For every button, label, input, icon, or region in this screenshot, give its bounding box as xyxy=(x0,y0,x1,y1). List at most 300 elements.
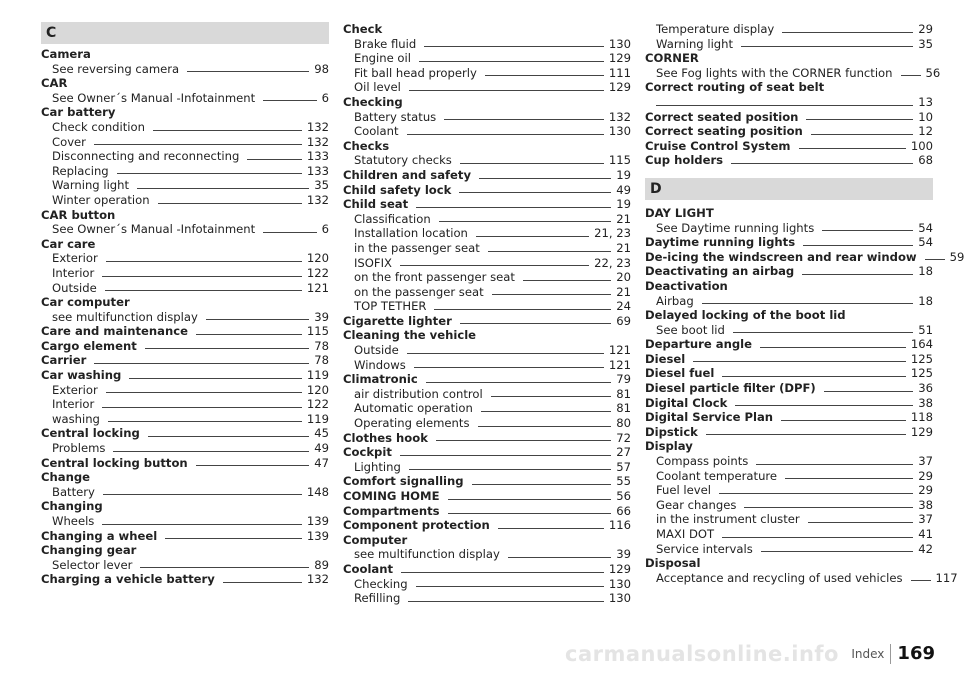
entry-label: see multifunction display xyxy=(354,547,500,562)
entry-label: Cargo element xyxy=(41,338,137,353)
page-reference: 21 xyxy=(616,284,631,299)
entry-label: Correct seating position xyxy=(645,124,803,139)
leader-line xyxy=(448,499,612,500)
leader-line xyxy=(416,207,611,208)
index-subentry xyxy=(645,570,958,586)
page-reference: 19 xyxy=(616,197,631,212)
entry-label: See Daytime running lights xyxy=(656,220,815,235)
entry-label: Problems xyxy=(52,441,106,456)
index-entry xyxy=(41,368,329,383)
leader-line xyxy=(407,353,604,354)
index-entry xyxy=(645,337,933,352)
page-reference: 133 xyxy=(306,163,329,178)
index-topic: Correct routing of seat belt xyxy=(645,80,825,95)
entry-label: Fuel level xyxy=(656,483,711,498)
entry-label: Wheels xyxy=(52,514,95,528)
leader-line xyxy=(223,582,302,583)
leader-line xyxy=(102,524,302,525)
entry-label: Component protection xyxy=(343,518,490,533)
leader-line xyxy=(803,245,913,246)
index-entry xyxy=(343,518,631,533)
page-reference: 164 xyxy=(910,337,933,352)
page-footer xyxy=(851,644,935,664)
entry-label: Digital Clock xyxy=(645,395,728,410)
leader-line xyxy=(401,572,604,573)
index-entry xyxy=(41,529,329,544)
entry-label: Daytime running lights xyxy=(645,235,796,250)
index-subentry xyxy=(343,66,631,81)
page-reference: 36 xyxy=(918,381,933,396)
page-reference: 19 xyxy=(616,167,631,182)
page-reference: 118 xyxy=(910,410,933,425)
page-reference: 129 xyxy=(608,80,631,95)
page-reference: 69 xyxy=(616,313,631,328)
entry-label: Central locking xyxy=(41,426,140,441)
index-subentry xyxy=(343,153,631,168)
page-reference: 49 xyxy=(616,182,631,197)
index-column-2 xyxy=(343,22,631,606)
leader-line xyxy=(479,178,611,179)
entry-label: Care and maintenance xyxy=(41,324,188,339)
index-entry xyxy=(343,168,631,183)
page-reference: 21, 23 xyxy=(594,226,631,241)
entry-label: on the front passenger seat xyxy=(354,270,515,285)
entry-label: Disconnecting and reconnecting xyxy=(52,149,240,164)
leader-line xyxy=(196,334,302,335)
page-reference: 130 xyxy=(608,36,631,51)
index-subentry xyxy=(41,383,329,398)
entry-label: Compass points xyxy=(656,454,749,469)
entry-label: Cockpit xyxy=(343,445,392,460)
index-subentry xyxy=(645,483,933,498)
leader-line xyxy=(102,276,302,277)
entry-label: See Owner´s Manual -Infotainment xyxy=(52,222,256,237)
leader-line xyxy=(103,494,302,495)
index-column-3-bottom xyxy=(645,178,964,585)
entry-label: Children and safety xyxy=(343,167,472,182)
section-letter: D xyxy=(645,178,933,200)
entry-label: COMING HOME xyxy=(343,489,440,503)
index-subentry xyxy=(41,514,329,529)
page-reference: 115 xyxy=(608,153,631,168)
page-reference: 78 xyxy=(314,353,329,368)
page-reference: 125 xyxy=(910,351,933,366)
leader-line xyxy=(722,376,905,377)
entry-label: Cigarette lighter xyxy=(343,313,452,328)
entry-label: Operating elements xyxy=(354,416,470,431)
index-subentry xyxy=(41,441,329,456)
entry-label: Diesel fuel xyxy=(645,366,715,381)
page-reference: 37 xyxy=(918,512,933,527)
index-subentry xyxy=(343,577,631,592)
index-topic: Computer xyxy=(343,532,408,547)
index-entry xyxy=(645,139,933,154)
page-reference: 119 xyxy=(306,411,329,426)
entry-label: Changing a wheel xyxy=(41,528,158,543)
index-subentry xyxy=(645,65,941,81)
entry-label: Selector lever xyxy=(52,557,133,572)
page-reference: 29 xyxy=(918,468,933,483)
index-subentry xyxy=(41,412,329,427)
leader-line xyxy=(492,294,612,295)
index-subentry xyxy=(343,460,631,475)
index-entry xyxy=(41,456,329,471)
leader-line xyxy=(106,392,302,393)
page-reference: 24 xyxy=(616,299,631,314)
leader-line xyxy=(744,507,913,508)
entry-label: Child safety lock xyxy=(343,182,452,197)
leader-line xyxy=(811,134,913,135)
entry-label: in the instrument cluster xyxy=(656,512,800,527)
leader-line xyxy=(822,230,913,231)
leader-line xyxy=(760,347,906,348)
page-reference: 47 xyxy=(314,455,329,470)
index-topic: Checking xyxy=(343,94,403,109)
entry-label: washing xyxy=(52,411,100,426)
index-entry xyxy=(343,372,631,387)
index-topic: Changing xyxy=(41,499,103,514)
index-entry xyxy=(41,353,329,368)
index-entry xyxy=(343,445,631,460)
entry-label: Lighting xyxy=(354,459,401,474)
leader-line xyxy=(799,148,906,149)
page-reference: 132 xyxy=(306,192,329,207)
entry-label: Cover xyxy=(52,134,86,149)
index-entry xyxy=(343,504,631,519)
leader-line xyxy=(460,163,604,164)
leader-line xyxy=(113,451,309,452)
entry-label: Diesel particle filter (DPF) xyxy=(645,381,816,396)
leader-line xyxy=(408,601,604,602)
index-topic: Change xyxy=(41,470,91,485)
entry-label: Winter operation xyxy=(52,192,150,207)
page-reference: 130 xyxy=(608,591,631,606)
index-subentry xyxy=(343,299,631,314)
index-subentry xyxy=(645,498,933,513)
leader-line xyxy=(498,528,604,529)
leader-line xyxy=(488,251,611,252)
index-subentry xyxy=(343,270,631,285)
leader-line xyxy=(158,203,302,204)
entry-label: Departure angle xyxy=(645,337,752,352)
entry-label: Temperature display xyxy=(656,22,775,36)
index-subentry xyxy=(41,222,329,237)
page-reference: 139 xyxy=(306,514,329,528)
page-reference: 22, 23 xyxy=(594,255,631,270)
leader-line xyxy=(476,236,589,237)
index-topic: Changing gear xyxy=(41,543,137,558)
index-entry xyxy=(41,426,329,441)
leader-line xyxy=(741,46,913,47)
page-reference: 79 xyxy=(616,372,631,387)
leader-line xyxy=(656,105,913,106)
footer-section-label: Index xyxy=(851,646,885,661)
index-subentry xyxy=(41,485,329,500)
entry-label: on the passenger seat xyxy=(354,284,484,299)
entry-label: Cruise Control System xyxy=(645,138,791,153)
entry-label: ISOFIX xyxy=(354,255,392,270)
page-reference: 49 xyxy=(314,441,329,456)
entry-label: Climatronic xyxy=(343,372,418,387)
page-reference: 120 xyxy=(306,251,329,266)
leader-line xyxy=(444,119,604,120)
leader-line xyxy=(824,391,914,392)
leader-line xyxy=(761,551,913,552)
entry-label: Outside xyxy=(52,280,97,295)
index-column-1 xyxy=(41,22,329,587)
entry-label: Dipstick xyxy=(645,424,698,439)
index-topic: Delayed locking of the boot lid xyxy=(645,308,846,323)
index-column-3-top xyxy=(645,22,941,168)
page-reference: 42 xyxy=(918,541,933,556)
entry-label: Replacing xyxy=(52,163,109,178)
leader-line xyxy=(925,259,945,260)
page-reference: 39 xyxy=(616,547,631,562)
leader-line xyxy=(706,434,906,435)
entry-label: Interior xyxy=(52,397,95,412)
index-topic: Camera xyxy=(41,47,91,61)
leader-line xyxy=(247,159,302,160)
entry-label: See reversing camera xyxy=(52,61,180,76)
entry-label: Statutory checks xyxy=(354,153,452,168)
index-subentry xyxy=(645,542,933,557)
page-reference: 132 xyxy=(306,572,329,587)
entry-label: Coolant xyxy=(343,561,394,576)
index-entry xyxy=(645,264,933,279)
leader-line xyxy=(137,188,309,189)
page-reference: 10 xyxy=(918,109,933,124)
leader-line xyxy=(782,32,913,33)
leader-line xyxy=(94,144,302,145)
index-subentry xyxy=(343,256,631,271)
index-entry xyxy=(645,235,933,250)
page-reference: 132 xyxy=(608,109,631,124)
leader-line xyxy=(785,478,913,479)
page-reference: 38 xyxy=(918,497,933,512)
page-reference: 55 xyxy=(616,474,631,489)
page-reference: 129 xyxy=(608,51,631,66)
page-reference: 78 xyxy=(314,338,329,353)
index-subentry xyxy=(645,454,933,469)
leader-line xyxy=(108,421,302,422)
entry-label: Digital Service Plan xyxy=(645,410,774,425)
entry-label: Classification xyxy=(354,211,431,226)
index-subentry xyxy=(343,110,631,125)
entry-label: air distribution control xyxy=(354,386,483,401)
page-reference: 81 xyxy=(616,386,631,401)
entry-label: Outside xyxy=(354,343,399,358)
index-subentry xyxy=(343,212,631,227)
entry-label: see multifunction display xyxy=(52,309,198,324)
index-subentry xyxy=(41,558,329,573)
leader-line xyxy=(472,484,612,485)
leader-line xyxy=(491,396,612,397)
page-reference: 117 xyxy=(935,570,958,585)
index-entry xyxy=(343,183,631,198)
leader-line xyxy=(436,440,611,441)
index-entry xyxy=(645,249,964,265)
index-entry xyxy=(645,396,933,411)
index-subentry xyxy=(41,62,329,77)
page-reference: 130 xyxy=(608,576,631,591)
leader-line xyxy=(148,436,309,437)
page-reference: 54 xyxy=(918,235,933,250)
leader-line xyxy=(407,134,604,135)
index-subentry xyxy=(343,37,631,52)
page-reference: 29 xyxy=(918,483,933,498)
index-subentry xyxy=(645,37,933,52)
index-subentry xyxy=(645,221,933,236)
entry-label: Diesel xyxy=(645,351,686,366)
leader-line xyxy=(722,537,913,538)
page-reference: 133 xyxy=(306,149,329,164)
page-reference: 51 xyxy=(918,322,933,337)
leader-line xyxy=(117,173,302,174)
index-subentry xyxy=(343,343,631,358)
page-reference: 6 xyxy=(321,222,329,237)
entry-label: Clothes hook xyxy=(343,430,428,445)
index-subentry xyxy=(343,226,631,241)
index-entry xyxy=(41,572,329,587)
leader-line xyxy=(187,71,309,72)
leader-line xyxy=(481,411,611,412)
page-reference: 18 xyxy=(918,293,933,308)
leader-line xyxy=(485,75,604,76)
index-entry xyxy=(645,153,933,168)
index-topic: Check xyxy=(343,22,383,36)
entry-label: Battery status xyxy=(354,109,437,124)
index-subentry xyxy=(343,416,631,431)
watermark: carmanualsonline.info xyxy=(565,642,839,666)
index-entry xyxy=(645,410,933,425)
leader-line xyxy=(426,382,612,383)
entry-label: Charging a vehicle battery xyxy=(41,572,215,587)
page-reference: 72 xyxy=(616,430,631,445)
entry-label: Service intervals xyxy=(656,541,753,556)
leader-line xyxy=(106,261,302,262)
entry-label: Correct seated position xyxy=(645,109,799,124)
index-topic: CAR button xyxy=(41,207,116,222)
index-subentry xyxy=(645,512,933,527)
leader-line xyxy=(733,332,913,333)
index-topic: CAR xyxy=(41,76,68,91)
leader-line xyxy=(409,469,611,470)
entry-label: Oil level xyxy=(354,80,401,95)
index-topic: CORNER xyxy=(645,51,699,66)
page-reference: 122 xyxy=(306,397,329,412)
leader-line xyxy=(409,90,604,91)
index-topic: Disposal xyxy=(645,556,701,571)
index-subentry xyxy=(41,91,329,106)
leader-line xyxy=(102,407,302,408)
leader-line xyxy=(145,348,309,349)
leader-line xyxy=(94,363,309,364)
entry-label: Exterior xyxy=(52,251,98,266)
index-subentry xyxy=(343,285,631,300)
leader-line xyxy=(400,455,611,456)
index-entry xyxy=(343,562,631,577)
index-subentry xyxy=(645,294,933,309)
index-topic: DAY LIGHT xyxy=(645,205,714,220)
leader-line xyxy=(419,61,604,62)
leader-line xyxy=(781,420,906,421)
entry-label: Coolant xyxy=(354,124,399,139)
leader-line xyxy=(911,580,931,581)
index-subentry xyxy=(41,178,329,193)
index-subentry xyxy=(41,164,329,179)
entry-label: Gear changes xyxy=(656,497,737,512)
leader-line xyxy=(756,464,913,465)
page-reference: 115 xyxy=(306,324,329,339)
leader-line xyxy=(416,586,604,587)
index-column-3 xyxy=(645,22,964,585)
index-entry xyxy=(645,381,933,396)
index-subentry xyxy=(645,22,933,37)
index-entry xyxy=(343,197,631,212)
leader-line xyxy=(434,309,611,310)
leader-line xyxy=(129,378,302,379)
entry-label: Engine oil xyxy=(354,51,411,66)
page-reference: 57 xyxy=(616,459,631,474)
entry-label: Refilling xyxy=(354,591,401,606)
page-reference: 39 xyxy=(314,309,329,324)
entry-label: Brake fluid xyxy=(354,36,417,51)
page-reference: 121 xyxy=(608,343,631,358)
index-subentry xyxy=(343,80,631,95)
index-entry xyxy=(343,474,631,489)
index-entry xyxy=(645,110,933,125)
entry-label: Compartments xyxy=(343,503,440,518)
leader-line xyxy=(153,130,302,131)
page-reference: 121 xyxy=(306,280,329,295)
page-reference: 89 xyxy=(314,557,329,572)
page-reference: 12 xyxy=(918,124,933,139)
page-reference: 38 xyxy=(918,395,933,410)
page-reference: 35 xyxy=(918,36,933,51)
section-letter: C xyxy=(41,22,329,44)
page-reference: 129 xyxy=(910,424,933,439)
page-reference: 81 xyxy=(616,401,631,416)
page-reference: 20 xyxy=(616,270,631,285)
index-subentry xyxy=(645,469,933,484)
page-reference: 66 xyxy=(616,503,631,518)
page-reference: 59 xyxy=(949,249,964,264)
entry-label: in the passenger seat xyxy=(354,240,480,255)
page-reference: 80 xyxy=(616,416,631,431)
leader-line xyxy=(105,290,302,291)
page-number: 169 xyxy=(897,642,935,664)
entry-label: Airbag xyxy=(656,293,694,308)
index-entry xyxy=(645,425,933,440)
entry-label: Acceptance and recycling of used vehicles xyxy=(656,570,903,585)
index-subentry xyxy=(343,401,631,416)
page-reference: 68 xyxy=(918,153,933,168)
index-subentry xyxy=(41,266,329,281)
entry-label: Interior xyxy=(52,265,95,280)
leader-line xyxy=(901,75,921,76)
index-subentry xyxy=(41,397,329,412)
leader-line xyxy=(735,405,913,406)
leader-line xyxy=(439,221,612,222)
entry-label: Central locking button xyxy=(41,455,188,470)
page-reference: 100 xyxy=(910,138,933,153)
index-subentry xyxy=(343,241,631,256)
index-entry xyxy=(41,339,329,354)
entry-label: Battery xyxy=(52,484,95,499)
index-topic: Checks xyxy=(343,138,390,153)
index-entry xyxy=(645,366,933,381)
entry-label: Exterior xyxy=(52,382,98,397)
